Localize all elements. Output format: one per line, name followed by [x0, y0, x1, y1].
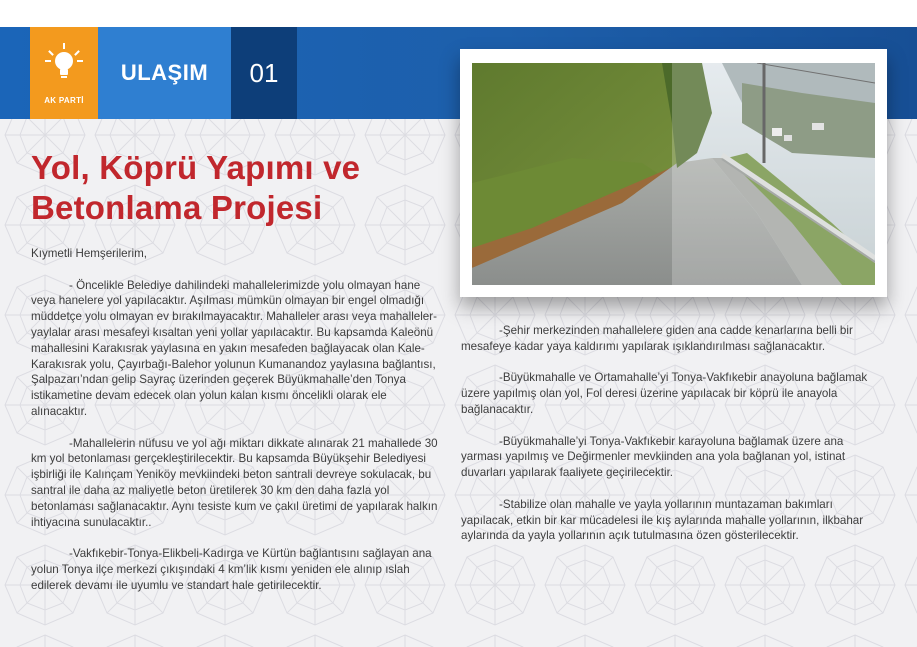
logo-label: AK PARTİ: [44, 96, 84, 105]
section-number: 01: [231, 27, 297, 119]
paragraph: -Vakfıkebir-Tonya-Elikbeli-Kadırga ve Kürtün bağlantısını sağlayan ana yolun Tonya ilçe merkezi çıkışındaki 4 km’lik kısmı yeniden ele alınıp ıslah edilerek devamı ile uyumlu ve standart hale getirilecektir.: [31, 547, 432, 592]
paragraph: -Stabilize olan mahalle ve yayla yollarının muntazaman bakımları yapılacak, etkin bir kar mücadelesi ile kış aylarında mahalle yollarının, ilkbahar aylarında da yayla yollarının açık tutulmasına özen gösterilecektir.: [461, 497, 864, 543]
paragraph: -Mahallelerin nüfusu ve yol ağı miktarı dikkate alınarak 21 mahallede 30 km yol betonlaması gerçekleştirilecektir. Bu kapsamda Büyükşehir Belediyesi işbirliği ile Kalınçam Yeniköy mevkiindeki beton santrali devreye sokulacak, bu santral ile daha az maliyetle beton üretilerek 30 km den daha fazla yol betonlaması sağlanacaktır. Aynı tesiste kum ve çakıl üretimi de yapılarak halkın ihtiyacına sunulacaktır..: [31, 436, 438, 529]
top-margin: [0, 0, 917, 27]
page-title: [31, 148, 451, 228]
party-logo: [30, 27, 98, 119]
lightbulb-icon: [43, 41, 85, 85]
paragraph: -Şehir merkezinden mahallelere giden ana cadde kenarlarına belli bir mesafeye kadar yaya kaldırımı yapılarak ışıklandırılması sağlanacaktır.: [461, 324, 853, 353]
section-title: ULAŞIM: [98, 27, 231, 119]
title-line-2: Betonlama Projesi: [31, 189, 323, 226]
paragraph: -Büyükmahalle’yi Tonya-Vakfıkebir karayoluna bağlamak üzere ana yarması yapılmış ve Değirmenler mevkiinden ana yola bağlanan yol, istinat duvarları yapılarak faaliyete geçirilecektir.: [461, 434, 846, 480]
title-line-1: Yol, Köprü Yapımı ve: [31, 149, 361, 186]
photo-tint-overlay: [672, 49, 887, 297]
left-column: [31, 246, 444, 609]
greeting: Kıymetli Hemşerilerim,: [31, 247, 147, 260]
paragraph: - Öncelikle Belediye dahilindeki mahallelerimizde yolu olmayan hane veya hanelere yol yapılacaktır. Aşılması mümkün olmayan bir engel olmadığı müddetçe yolu olmayan ev bırakılmayacaktır. Mahalleler arası veya mahalleler-yaylalar arası mesafeyi kısaltan yeni yollar yapılacaktır. Bu kapsamda Kaleönü mahallesini Karakısrak yaylasına en yakın mesafeden bağlayacak olan Kale-Karakısrak yolu, Çayırbağı-Balehor yolunun Kumanandoz yaylasına bağlantısı, Şalpazarı’ndan gelip Sayraç üzerinden geçerek Büyükmahalle’den Tonya istikametine devam edecek olan yolun kalan kısmı öncelikli olarak ele alınacaktır.: [31, 278, 437, 418]
right-column: [461, 323, 886, 560]
paragraph: -Büyükmahalle ve Ortamahalle’yi Tonya-Vakfıkebir anayoluna bağlamak üzere yapılmış olan yol, Fol deresi üzerine yapılacak bir köprü ile anayola bağlanacaktır.: [461, 371, 868, 416]
